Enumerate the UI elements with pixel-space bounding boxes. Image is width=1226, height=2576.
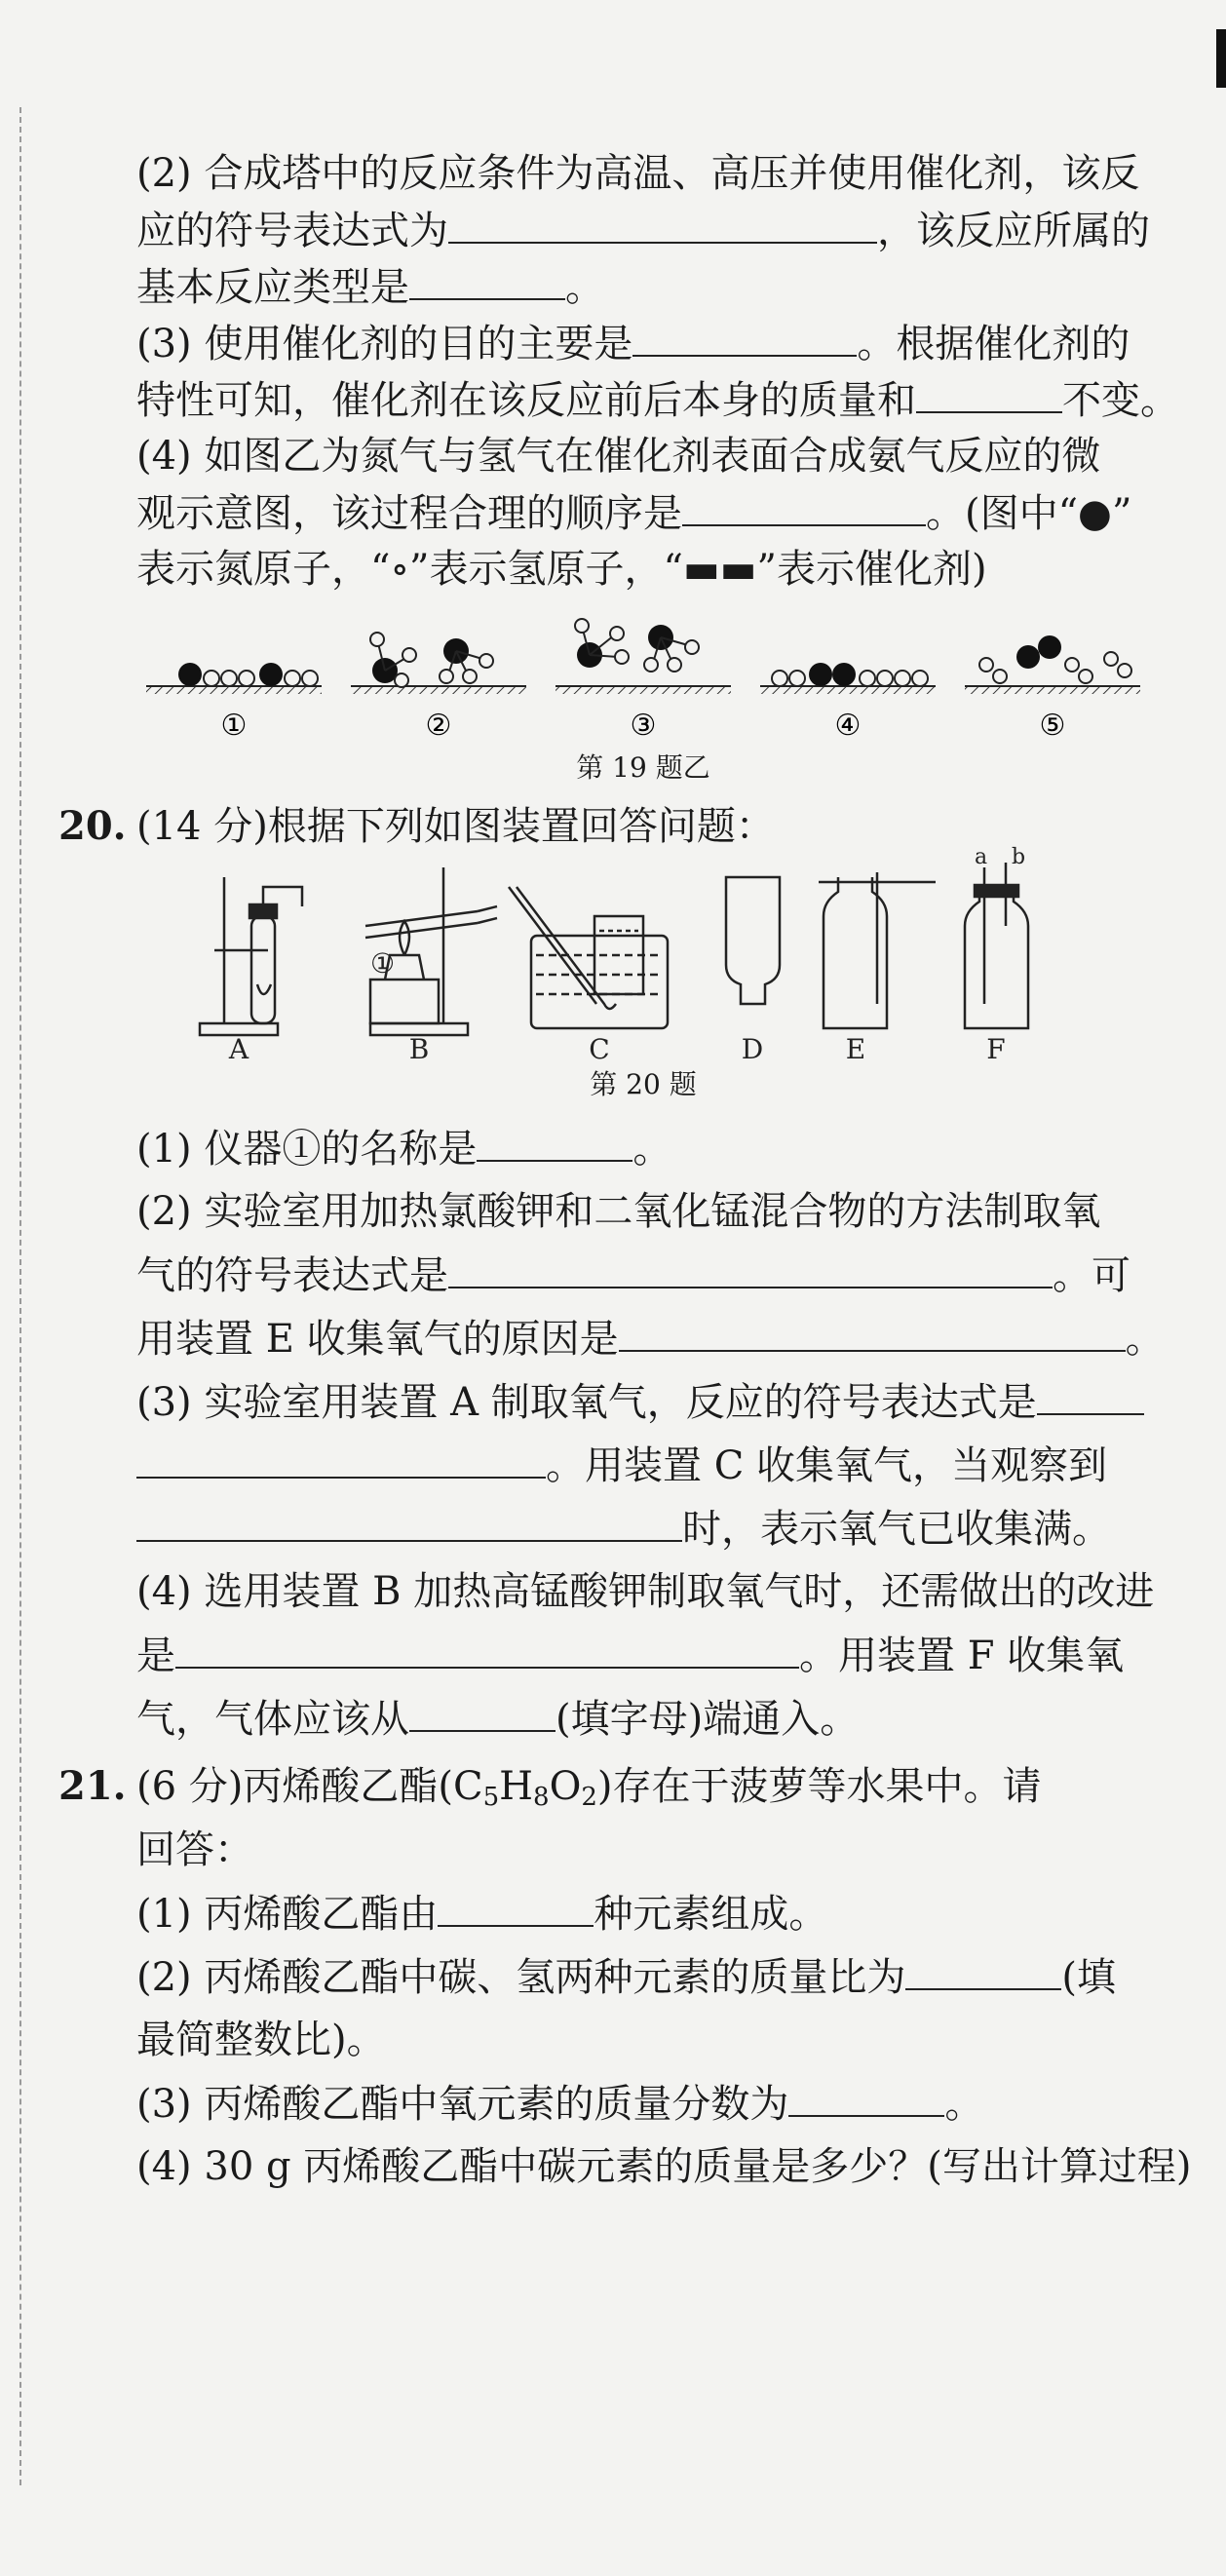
q20-part2-line2: 气的符号表达式是 。可 [136, 1248, 1140, 1303]
molecule-panel-4 [760, 663, 936, 694]
figure-20-caption: 第 20 题 [590, 1068, 697, 1100]
answer-blank[interactable] [438, 1886, 594, 1927]
q20-stem: (14 分)根据下列如图装置回答问题： [136, 804, 775, 849]
margin-dashed-line [19, 107, 21, 2485]
apparatus-label-c: C [589, 1033, 610, 1065]
apparatus-e [819, 872, 936, 1028]
page-edge-mark [1216, 29, 1226, 88]
answer-blank[interactable] [619, 1311, 1126, 1352]
q19-part4-line3: 表示氮原子，“∘”表示氢原子，“▬▬”表示催化剂) [136, 547, 987, 592]
panel-label-3: ③ [630, 709, 657, 743]
panel-label-4: ④ [834, 709, 862, 743]
port-a-label: a [975, 845, 988, 869]
q20-part4-line1: (4) 选用装置 B 加热高锰酸钾制取氧气时，还需做出的改进 [136, 1569, 1155, 1614]
q21-part3: (3) 丙烯酸乙酯中氧元素的质量分数为 。 [136, 2076, 1140, 2132]
panel-label-2: ② [425, 709, 452, 743]
instrument-1-label: ① [370, 947, 396, 980]
molecule-panel-1 [146, 663, 322, 694]
q20-part2-line1: (2) 实验室用加热氯酸钾和二氧化锰混合物的方法制取氧 [136, 1189, 1101, 1234]
q19-part3-line1: (3) 使用催化剂的目的主要是 。根据催化剂的 [136, 316, 1140, 371]
q19-part4-line2: 观示意图，该过程合理的顺序是 。(图中“●” [136, 485, 1140, 541]
q20-part1: (1) 仪器①的名称是 。 [136, 1121, 1140, 1176]
molecule-panel-3 [556, 619, 731, 694]
q20-part3-line1: (3) 实验室用装置 A 制取氧气，反应的符号表达式是 [136, 1374, 1140, 1430]
apparatus-label-a: A [228, 1033, 249, 1065]
answer-blank[interactable] [682, 485, 926, 526]
answer-blank[interactable] [632, 316, 857, 357]
q20-part3-line2: 。用装置 C 收集氧气，当观察到 [136, 1438, 1140, 1493]
apparatus-label-d: D [741, 1033, 764, 1065]
q20-apparatus-figure [195, 845, 1092, 1065]
answer-blank[interactable] [448, 203, 877, 244]
molecule-panel-5 [965, 635, 1140, 694]
q19-part4-line1: (4) 如图乙为氮气与氢气在催化剂表面合成氨气反应的微 [136, 434, 1101, 479]
panel-label-5: ⑤ [1039, 709, 1066, 743]
q20-part2-line3: 用装置 E 收集氧气的原因是 。 [136, 1311, 1140, 1366]
q21-number: 21. [58, 1763, 127, 1809]
q21-answer-area[interactable] [136, 2212, 1140, 2505]
q20-part3-line3: 时，表示氧气已收集满。 [136, 1501, 1140, 1557]
q19-part2-line2: 应的符号表达式为 ，该反应所属的 [136, 203, 1140, 258]
answer-blank[interactable] [788, 2076, 944, 2117]
answer-blank[interactable] [448, 1248, 1053, 1288]
apparatus-label-e: E [845, 1033, 866, 1065]
answer-blank[interactable] [409, 259, 565, 300]
apparatus-label-b: B [408, 1033, 430, 1065]
figure-19-caption: 第 19 题乙 [576, 751, 710, 784]
apparatus-label-f: F [986, 1033, 1006, 1065]
q21-stem-line2: 回答： [136, 1827, 253, 1872]
apparatus-f [965, 863, 1028, 1028]
q21-part2-line1: (2) 丙烯酸乙酯中碳、氢两种元素的质量比为 (填 [136, 1949, 1140, 2005]
q20-part4-line3: 气，气体应该从 (填字母)端通入。 [136, 1691, 1140, 1747]
panel-label-1: ① [220, 709, 248, 743]
answer-blank[interactable] [136, 1501, 682, 1542]
q20-part4-line2: 是 。用装置 F 收集氧 [136, 1628, 1140, 1683]
q21-part2-line2: 最简整数比)。 [136, 2018, 386, 2062]
q19-molecule-figure [146, 614, 1140, 750]
answer-blank[interactable] [916, 372, 1062, 413]
molecule-panel-2 [351, 633, 526, 694]
q21-stem-line1: (6 分)丙烯酸乙酯$(C_5H_8O_2)$存在于菠萝等水果中。请 [136, 1764, 1042, 1812]
answer-blank[interactable] [409, 1691, 556, 1732]
apparatus-c [509, 887, 668, 1028]
q21-part1: (1) 丙烯酸乙酯由 种元素组成。 [136, 1886, 1140, 1942]
q19-part3-line2: 特性可知，催化剂在该反应前后本身的质量和 不变。 [136, 372, 1140, 428]
q19-part2-line3: 基本反应类型是 。 [136, 259, 1140, 315]
answer-blank[interactable] [175, 1628, 799, 1669]
answer-blank[interactable] [136, 1438, 546, 1479]
answer-blank[interactable] [1037, 1374, 1144, 1415]
port-b-label: b [1012, 845, 1026, 869]
answer-blank[interactable] [477, 1121, 632, 1162]
q21-part4: (4) 30 g 丙烯酸乙酯中碳元素的质量是多少？(写出计算过程) [136, 2144, 1192, 2189]
q20-number: 20. [58, 803, 127, 849]
q19-part2-line1: (2) 合成塔中的反应条件为高温、高压并使用催化剂，该反 [136, 151, 1140, 196]
apparatus-a [200, 877, 302, 1035]
answer-blank[interactable] [905, 1949, 1061, 1990]
apparatus-d [726, 877, 780, 1004]
